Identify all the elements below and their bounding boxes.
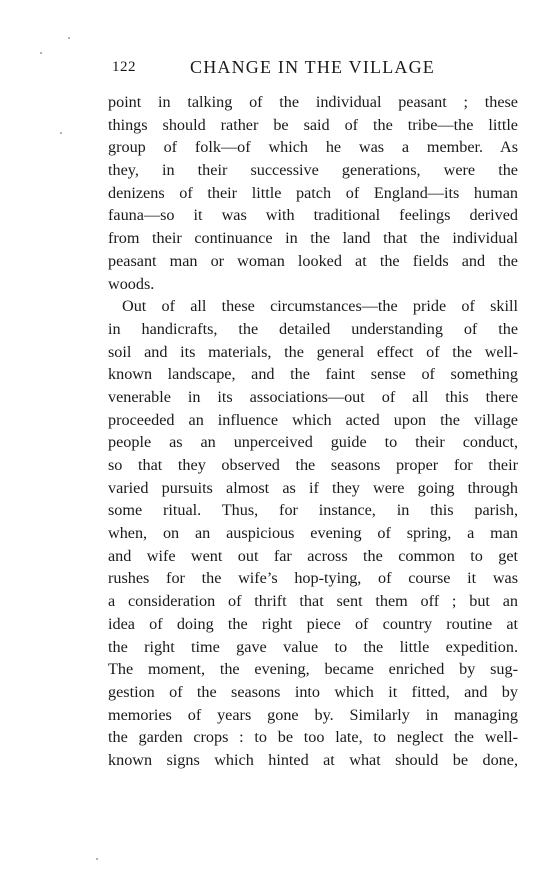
text-line: the garden crops : to be too late, to neglect the well- [108,728,518,747]
paper-speck [40,52,42,54]
text-line: a consideration of thrift that sent them off ; but an [108,592,518,611]
text-line: known signs which hinted at what should be done, [108,750,518,769]
text-line: woods. [108,274,155,293]
text-line: known landscape, and the faint sense of something [108,365,518,384]
running-head [108,57,518,81]
text-line: the right time gave value to the little expedition. [108,637,518,656]
text-line: idea of doing the right piece of country routine at [108,614,518,633]
text-line: from their continuance in the land that the individual [108,229,518,248]
paper-speck [68,37,70,39]
paper-speck [60,132,62,134]
paper-speck [96,858,98,860]
text-line: The moment, the evening, became enriched by sug- [108,660,518,679]
text-line: Out of all these circumstances—the pride of skill [122,297,518,316]
text-line: when, on an auspicious evening of spring, a man [108,524,518,543]
body-text [108,91,518,772]
text-line: and wife went out far across the common to get [108,546,518,565]
text-line: memories of years gone by. Similarly in managing [108,705,518,724]
text-line: denizens of their little patch of England—its human [108,183,518,202]
text-line: varied pursuits almost as if they were going through [108,478,518,497]
text-line: they, in their successive generations, were the [108,161,518,180]
text-line: venerable in its associations—out of all this there [108,387,518,406]
text-line: peasant man or woman looked at the fields and the [108,251,518,270]
text-line: things should rather be said of the tribe—the little [108,115,518,134]
text-line: some ritual. Thus, for instance, in this parish, [108,501,518,520]
text-line: so that they observed the seasons proper for their [108,456,518,474]
page-number: 122 [112,59,136,75]
text-line: fauna—so it was with traditional feelings derived [108,206,518,225]
text-line: people as an unperceived guide to their conduct, [108,433,518,452]
text-line: in handicrafts, the detailed understanding of the [108,319,518,338]
text-line: group of folk—of which he was a member. As [108,138,518,157]
running-title: CHANGE IN THE VILLAGE [190,57,436,77]
text-line: soil and its materials, the general effect of the well- [108,342,518,361]
text-line: point in talking of the individual peasant ; these [108,93,518,111]
text-line: rushes for the wife’s hop-tying, of course it was [108,569,518,588]
text-line: gestion of the seasons into which it fitted, and by [108,682,518,701]
text-line: proceeded an influence which acted upon the village [108,410,518,429]
